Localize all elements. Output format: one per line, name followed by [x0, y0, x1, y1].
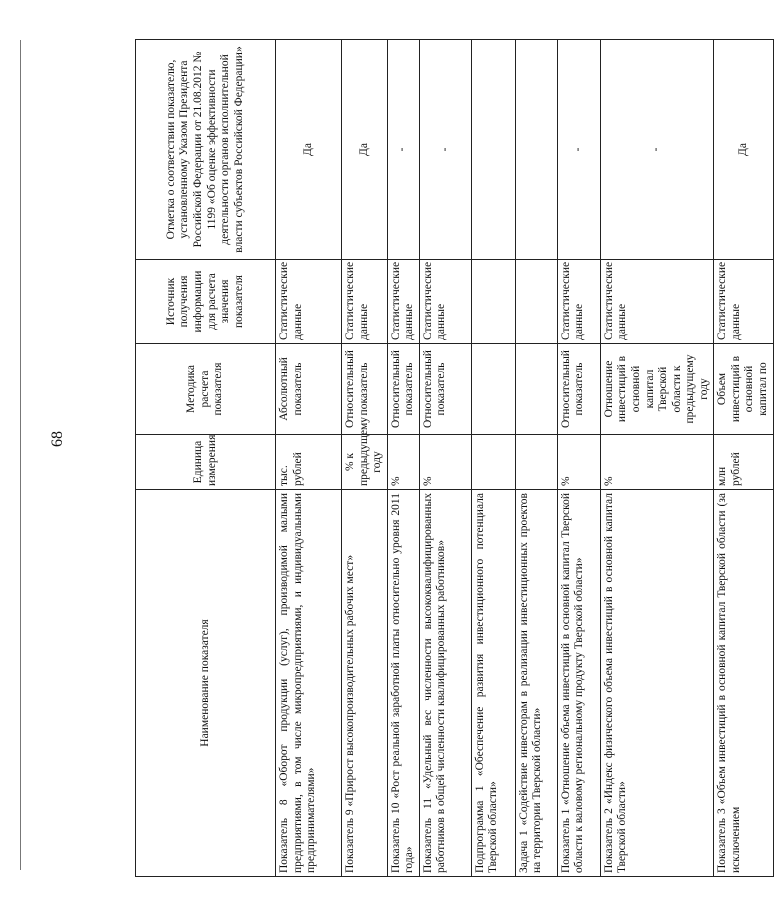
cell-method: Относительный показатель: [557, 344, 600, 435]
cell-mark: -: [557, 40, 600, 260]
cell-mark: -: [419, 40, 471, 260]
cell-name: Показатель 2 «Индекс физического объема инвестиций в основной капитал Тверской области»: [600, 490, 714, 877]
table-row: [600, 40, 714, 877]
cell-name: Показатель 11 «Удельный вес численности высококвалифицированных работников в общей численности квалифицированных работников»: [419, 490, 471, 877]
cell-unit: [515, 435, 557, 490]
cell-name: Задача 1 «Содействие инвесторам в реализации инвестиционных проектов на территории Тверской области»: [515, 490, 557, 877]
header-mark: Отметка о соответствии показателю, установленному Указом Президента Российской Федерации от 21.08.2012 № 1199 «Об оценке эффективности деятельности органов исполнительной власти субъектов Российской Федерации»: [136, 40, 276, 260]
cell-source: Статистические данные: [419, 260, 471, 344]
cell-unit: %: [600, 435, 714, 490]
cell-mark: Да: [342, 40, 388, 260]
cell-source: Статистические данные: [600, 260, 714, 344]
cell-mark: Да: [276, 40, 342, 260]
scan-margin-line: [20, 40, 21, 870]
cell-method: [515, 344, 557, 435]
page-number: 68: [49, 431, 66, 447]
cell-method: Абсолютный показатель: [276, 344, 342, 435]
cell-method: Относительный показатель: [342, 344, 388, 435]
cell-source: Статистические данные: [557, 260, 600, 344]
table-row-subprogram: [471, 40, 515, 877]
cell-unit: %: [387, 435, 419, 490]
cell-unit: % к предыдущему году: [342, 435, 388, 490]
cell-mark: Да: [714, 40, 773, 260]
cell-name: Подпрограмма 1 «Обеспечение развития инвестиционного потенциала Тверской области»: [471, 490, 515, 877]
table-row: [714, 40, 773, 877]
cell-source: [515, 260, 557, 344]
cell-name: Показатель 1 «Отношение объема инвестиций в основной капитал Тверской области к валовому региональному продукту Тверской области»: [557, 490, 600, 877]
cell-method: Относительный показатель: [419, 344, 471, 435]
table-row: [342, 40, 388, 877]
table-row: [387, 40, 419, 877]
table-row: [419, 40, 471, 877]
cell-method: Объем инвестиций в основной капитал по: [714, 344, 773, 435]
cell-unit: %: [419, 435, 471, 490]
cell-unit: [471, 435, 515, 490]
indicators-table: [135, 39, 774, 877]
cell-method: Отношение инвестиций в основной капитал Тверской области к предыдущему году: [600, 344, 714, 435]
cell-source: Статистические данные: [276, 260, 342, 344]
cell-method: [471, 344, 515, 435]
cell-name: Показатель 8 «Оборот продукции (услуг), производимой малыми предприятиями, в том числе микропредприятиями, и индивидуальными предпринимателями»: [276, 490, 342, 877]
header-source: Источник получения информации для расчета значения показателя: [136, 260, 276, 344]
header-method: Методика расчета показателя: [136, 344, 276, 435]
cell-unit: %: [557, 435, 600, 490]
indicators-table-wrapper: [135, 40, 774, 877]
header-name: Наименование показателя: [136, 490, 276, 877]
cell-unit: млн рублей: [714, 435, 773, 490]
cell-source: Статистические данные: [387, 260, 419, 344]
cell-name: Показатель 3 «Объем инвестиций в основной капитал Тверской области (за исключением: [714, 490, 773, 877]
table-row-task: [515, 40, 557, 877]
cell-mark: -: [387, 40, 419, 260]
table-row: [276, 40, 342, 877]
cell-source: [471, 260, 515, 344]
table-row: [557, 40, 600, 877]
cell-name: Показатель 10 «Рост реальной заработной платы относительно уровня 2011 года»: [387, 490, 419, 877]
cell-source: Статистические данные: [342, 260, 388, 344]
cell-name: Показатель 9 «Прирост высокопроизводительных рабочих мест»: [342, 490, 388, 877]
header-unit: Единица измерения: [136, 435, 276, 490]
cell-unit: тыс. рублей: [276, 435, 342, 490]
cell-mark: [471, 40, 515, 260]
cell-method: Относительный показатель: [387, 344, 419, 435]
cell-mark: -: [600, 40, 714, 260]
cell-mark: [515, 40, 557, 260]
table-header-row: [136, 40, 276, 877]
cell-source: Статистические данные: [714, 260, 773, 344]
